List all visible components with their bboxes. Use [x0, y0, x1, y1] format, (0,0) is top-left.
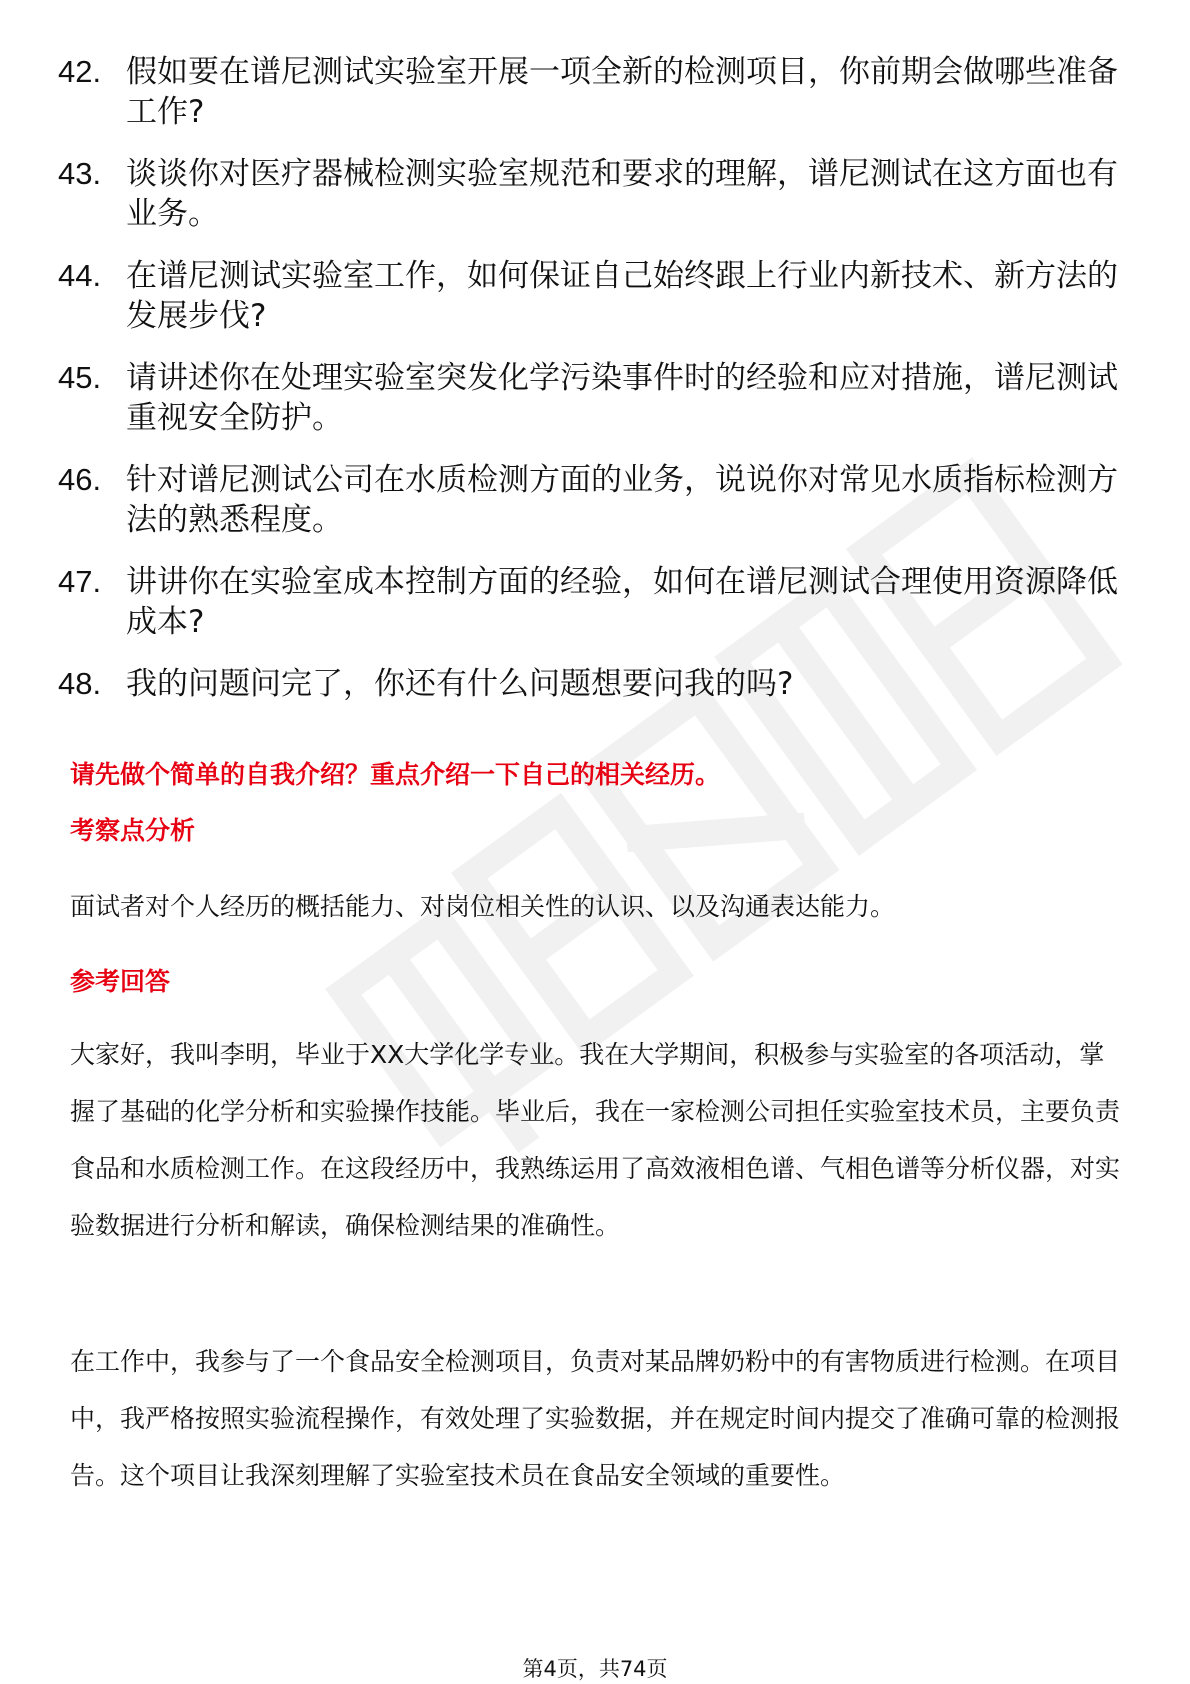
- question-number: 46.: [58, 462, 102, 497]
- question-item: [58, 256, 1118, 336]
- question-item: [58, 154, 1118, 234]
- question-text: 在谱尼测试实验室工作，如何保证自己始终跟上行业内新技术、新方法的发展步伐?: [126, 258, 1118, 334]
- answer-paragraph-1: 大家好，我叫李明，毕业于XX大学化学专业。我在大学期间，积极参与实验室的各项活动，掌握了基础的化学分析和实验操作技能。毕业后，我在一家检测公司担任实验室技术员，主要负责食品和水质检测工作。在这段经历中，我熟练运用了高效液相色谱、气相色谱等分析仪器，对实验数据进行分析和解读，确保检测结果的准确性。: [70, 1040, 1121, 1240]
- question-number: 45.: [58, 360, 102, 395]
- question-item: [58, 664, 1118, 704]
- question-text: 请讲述你在处理实验室突发化学污染事件时的经验和应对措施，谱尼测试重视安全防护。: [126, 360, 1118, 436]
- answer-heading: 参考回答: [70, 967, 171, 996]
- question-text: 假如要在谱尼测试实验室开展一项全新的检测项目，你前期会做哪些准备工作?: [126, 54, 1118, 130]
- analysis-text: 面试者对个人经历的概括能力、对岗位相关性的认识、以及沟通表达能力。: [70, 892, 896, 921]
- question-text: 谈谈你对医疗器械检测实验室规范和要求的理解，谱尼测试在这方面也有业务。: [126, 156, 1118, 232]
- analysis-heading: 考察点分析: [70, 816, 196, 845]
- question-list: [58, 52, 1118, 726]
- question-text: 我的问题问完了，你还有什么问题想要问我的吗?: [126, 666, 794, 702]
- question-item: [58, 358, 1118, 438]
- question-text: 讲讲你在实验室成本控制方面的经验，如何在谱尼测试合理使用资源降低成本?: [126, 564, 1118, 640]
- question-item: [58, 460, 1118, 540]
- question-number: 42.: [58, 54, 102, 89]
- question-item: [58, 562, 1118, 642]
- interview-question-heading: 请先做个简单的自我介绍？重点介绍一下自己的相关经历。: [70, 760, 721, 789]
- question-number: 47.: [58, 564, 102, 599]
- answer-paragraph-2: 在工作中，我参与了一个食品安全检测项目，负责对某品牌奶粉中的有害物质进行检测。在项目中，我严格按照实验流程操作，有效处理了实验数据，并在规定时间内提交了准确可靠的检测报告。这个项目让我深刻理解了实验室技术员在食品安全领域的重要性。: [70, 1347, 1121, 1490]
- question-text: 针对谱尼测试公司在水质检测方面的业务，说说你对常见水质指标检测方法的熟悉程度。: [126, 462, 1118, 538]
- page-number-footer: 第4页，共74页: [522, 1657, 668, 1681]
- question-number: 43.: [58, 156, 102, 191]
- question-item: [58, 52, 1118, 132]
- question-number: 48.: [58, 666, 102, 701]
- question-number: 44.: [58, 258, 102, 293]
